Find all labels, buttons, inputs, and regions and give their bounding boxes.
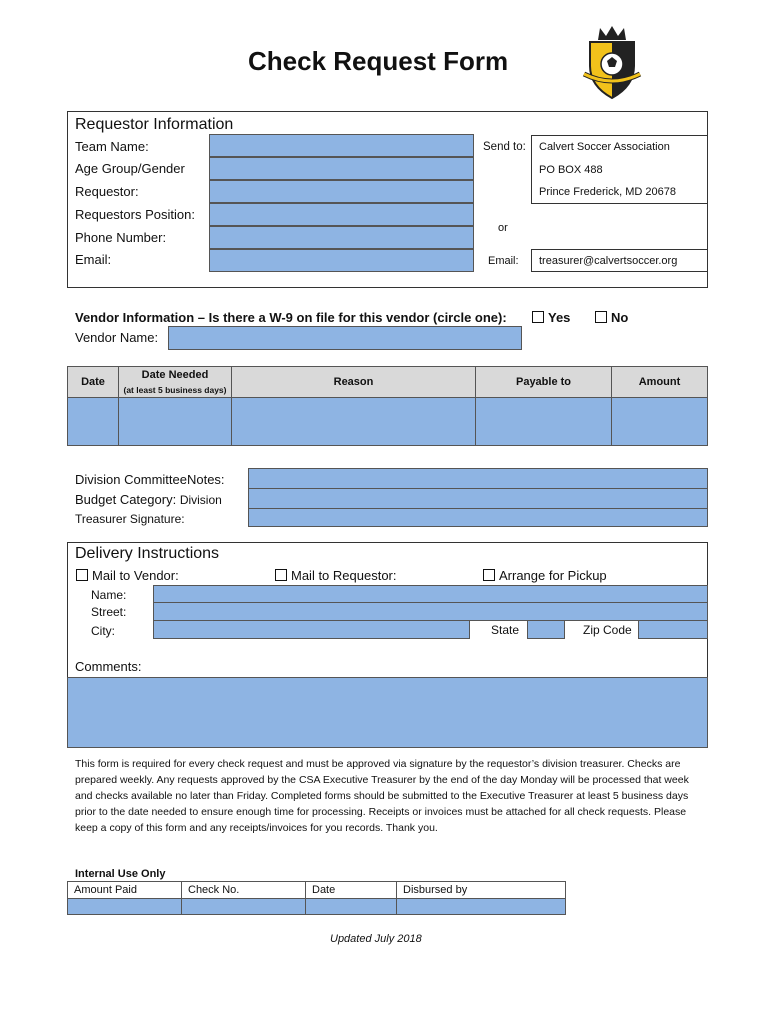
division-notes-label: Division CommitteeNotes:: [75, 472, 225, 487]
phone-field[interactable]: [209, 226, 474, 249]
send-to-label: Send to:: [483, 141, 526, 153]
check-no-cell[interactable]: [181, 898, 306, 915]
notice-paragraph: This form is required for every check request and must be approved via signature by the requestor’s division treasurer. Checks are prepared weekly. Any requests approved by the CSA Executive Treasurer by the end of the day Monday will be processed that week and checks available no later than Friday. Completed forms should be submitted to the Executive Treasurer at least 5 business days prior to the date needed to ensure enough time for processing. Receipts or invoices must be attached for all check requests. Please keep a copy of this form and any receipts/invoices for you records. Thank you.: [75, 758, 689, 834]
send-to-line1: Calvert Soccer Association: [539, 141, 670, 153]
updated-date: Updated July 2018: [330, 933, 422, 945]
team-name-label: Team Name:: [75, 139, 149, 154]
w9-yes-option[interactable]: [532, 310, 570, 325]
reason-cell[interactable]: [231, 397, 476, 446]
delivery-name-label: Name:: [91, 588, 127, 602]
col-reason-header: Reason: [231, 366, 476, 398]
delivery-city-field[interactable]: [153, 620, 470, 639]
mail-requestor-option[interactable]: [275, 568, 397, 583]
email-to-value[interactable]: treasurer@calvertsoccer.org: [539, 255, 678, 267]
email-to-label: Email:: [488, 255, 519, 267]
pickup-checkbox[interactable]: [483, 569, 495, 581]
comments-field[interactable]: [67, 677, 708, 748]
page-title: Check Request Form: [248, 46, 509, 76]
phone-label: Phone Number:: [75, 230, 167, 245]
treasurer-signature-field[interactable]: [248, 508, 708, 527]
age-group-field[interactable]: [209, 157, 474, 180]
treasurer-signature-label: Treasurer Signature:: [75, 512, 185, 526]
date-header: Date: [305, 881, 397, 899]
team-name-field[interactable]: [209, 134, 474, 157]
zip-field[interactable]: [638, 620, 708, 639]
col-date-needed-header: [118, 366, 232, 398]
payable-cell[interactable]: [475, 397, 612, 446]
budget-label-text: Budget Category:: [75, 492, 177, 507]
date-needed-label: Date Needed: [141, 369, 209, 381]
email-label: Email:: [75, 252, 112, 267]
date-needed-cell[interactable]: [118, 397, 232, 446]
send-to-line2: PO BOX 488: [539, 164, 603, 176]
requestor-section-title: Requestor Information: [75, 116, 234, 133]
soccer-crest-icon: [580, 22, 644, 100]
amount-cell[interactable]: [611, 397, 708, 446]
email-field[interactable]: [209, 249, 474, 272]
or-label: or: [498, 222, 508, 234]
pickup-label: Arrange for Pickup: [499, 568, 607, 583]
budget-value: Division: [179, 493, 222, 507]
disbursed-by-header: Disbursed by: [396, 881, 566, 899]
zip-label: Zip Code: [583, 623, 632, 637]
col-payable-header: Payable to: [475, 366, 612, 398]
budget-category-field[interactable]: [248, 488, 708, 509]
association-logo: [580, 22, 644, 100]
mail-vendor-checkbox[interactable]: [76, 569, 88, 581]
amount-paid-header: Amount Paid: [67, 881, 182, 899]
pickup-option[interactable]: [483, 568, 607, 583]
yes-checkbox[interactable]: [532, 311, 544, 323]
delivery-street-label: Street:: [91, 605, 127, 619]
delivery-name-field[interactable]: [153, 585, 708, 603]
disbursed-by-cell[interactable]: [396, 898, 566, 915]
no-label: No: [611, 310, 629, 325]
requestor-label: Requestor:: [75, 184, 139, 199]
mail-vendor-label: Mail to Vendor:: [92, 568, 179, 583]
date-needed-note: (at least 5 business days): [123, 385, 227, 395]
yes-label: Yes: [548, 310, 571, 325]
no-checkbox[interactable]: [595, 311, 607, 323]
amount-paid-cell[interactable]: [67, 898, 182, 915]
delivery-city-label: City:: [91, 624, 115, 638]
delivery-section-title: Delivery Instructions: [75, 545, 220, 562]
vendor-name-label: Vendor Name:: [75, 330, 159, 345]
check-no-header: Check No.: [181, 881, 306, 899]
date-cell[interactable]: [67, 397, 119, 446]
position-field[interactable]: [209, 203, 474, 226]
col-amount-header: Amount: [611, 366, 708, 398]
date-cell-internal[interactable]: [305, 898, 397, 915]
mail-vendor-option[interactable]: [76, 568, 179, 583]
division-notes-field[interactable]: [248, 468, 708, 489]
vendor-question: Vendor Information – Is there a W-9 on file for this vendor (circle one):: [75, 310, 507, 325]
state-field[interactable]: [527, 620, 565, 639]
comments-label: Comments:: [75, 659, 142, 674]
internal-use-title: Internal Use Only: [75, 868, 166, 880]
vendor-name-field[interactable]: [168, 326, 522, 350]
col-date-header: Date: [67, 366, 119, 398]
mail-requestor-checkbox[interactable]: [275, 569, 287, 581]
w9-no-option[interactable]: [595, 310, 628, 325]
state-label: State: [491, 623, 520, 637]
delivery-street-field[interactable]: [153, 602, 708, 621]
budget-category-label: [75, 492, 222, 507]
age-group-label: Age Group/Gender: [75, 161, 185, 176]
requestor-field[interactable]: [209, 180, 474, 203]
mail-requestor-label: Mail to Requestor:: [291, 568, 397, 583]
position-label: Requestors Position:: [75, 207, 195, 222]
send-to-line3: Prince Frederick, MD 20678: [539, 186, 676, 198]
